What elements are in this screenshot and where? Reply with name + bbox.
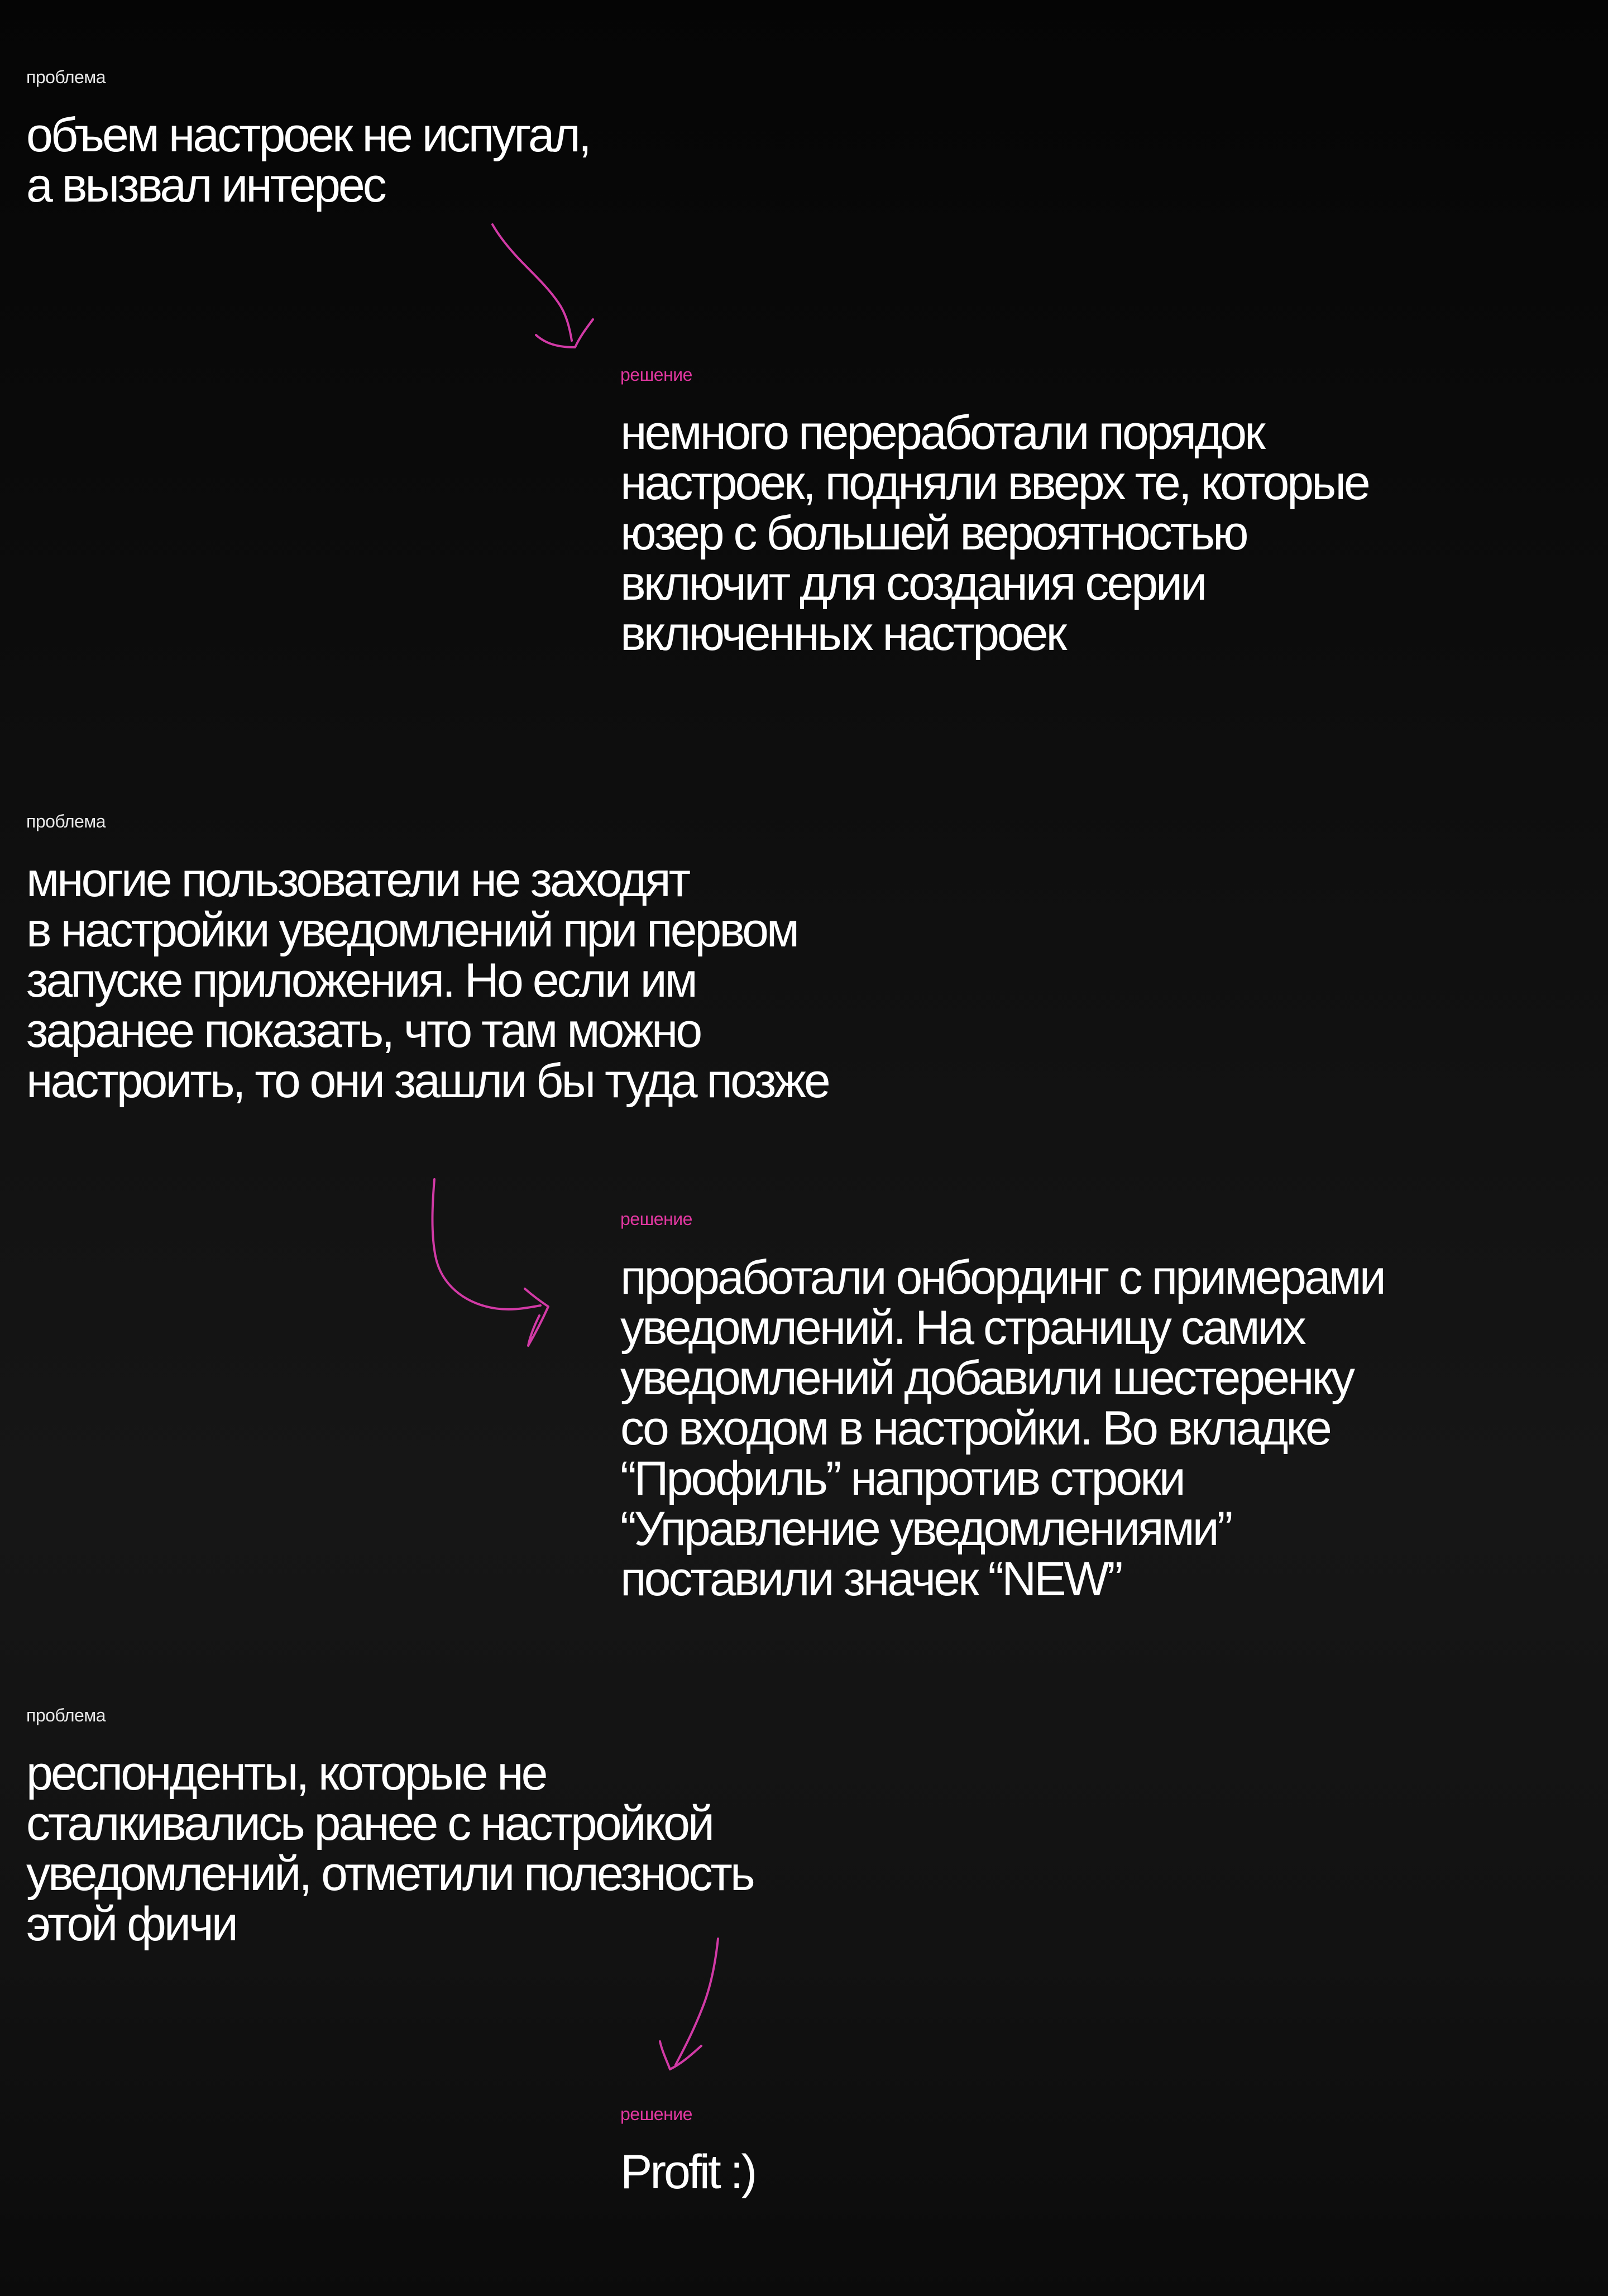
problem-label-3: проблема (26, 1705, 106, 1725)
problem-label-1: проблема (26, 67, 106, 87)
problem-text-3: респонденты, которые не сталкивались ранее с настройкой уведомлений, отметили полезность этой фичи (26, 1747, 753, 1951)
problem-text-1: объем настроек не испугал, а вызвал интерес (26, 108, 590, 212)
solution-label-1: решение (620, 365, 692, 385)
solution-text-2: проработали онбординг с примерами уведомлений. На страницу самих уведомлений добавили шестеренку со входом в настройки. Во вкладке “Профиль” напротив строки “Управление уведомлениями” поставили значек “NEW” (620, 1251, 1384, 1606)
solution-text-1: немного переработали порядок настроек, подняли вверх те, которые юзер с большей вероятностью включит для создания серии включенных настроек (620, 406, 1368, 661)
hand-drawn-arrow-icon (642, 1932, 731, 2077)
solution-text-3: Profit :) (620, 2145, 755, 2199)
solution-label-3: решение (620, 2104, 692, 2124)
problem-text-2: многие пользователи не заходят в настройки уведомлений при первом запуске приложения. Но если им заранее показать, что там можно настроить, то они зашли бы туда позже (26, 853, 829, 1108)
solution-label-2: решение (620, 1209, 692, 1229)
hand-drawn-arrow-icon (480, 218, 603, 357)
problem-label-2: проблема (26, 811, 106, 831)
hand-drawn-arrow-icon (424, 1173, 558, 1362)
